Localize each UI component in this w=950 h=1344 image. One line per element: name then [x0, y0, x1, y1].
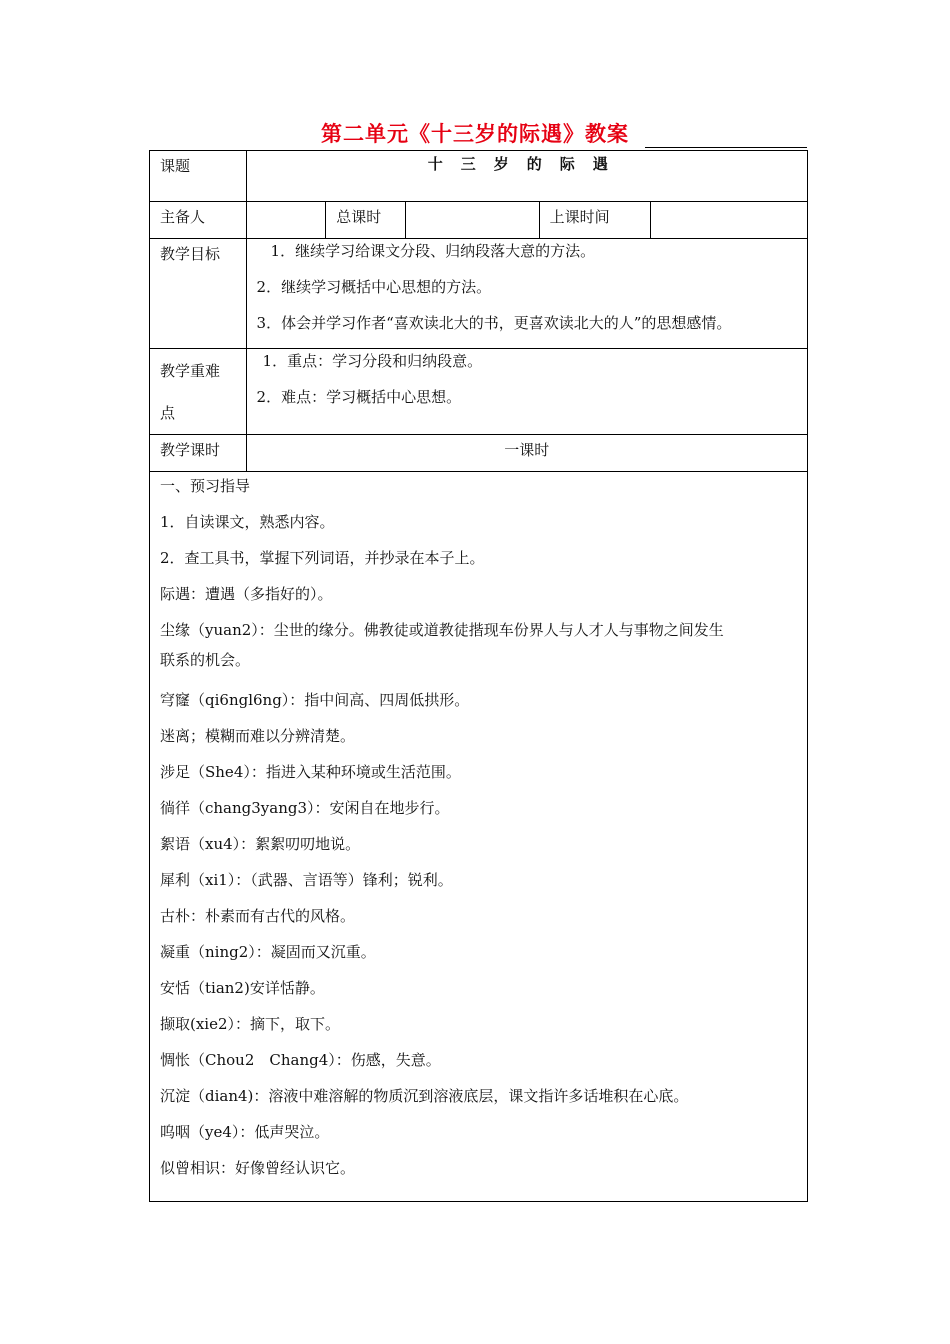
lesson-label: 课题 [150, 151, 247, 202]
goals-content [246, 239, 807, 349]
document-title: 第二单元《十三岁的际遇》教案 [321, 122, 629, 146]
difficulty-label-line1: 教学重难 [160, 362, 221, 380]
vocab-entry: 涉足（She4）：指进入某种环境或生活范围。 [160, 763, 461, 781]
goals-label: 教学目标 [150, 239, 247, 349]
difficulty-label [150, 349, 247, 435]
total-hours-value [405, 202, 539, 239]
row-goals [150, 239, 808, 349]
row-content [150, 472, 808, 1202]
vocab-entry: 沉淀（dian4)：溶液中难溶解的物质沉到溶液底层，课文指许多话堆积在心底。 [160, 1087, 689, 1105]
preparer-value [246, 202, 326, 239]
goal-item: 1．继续学习给课文分段、归纳段落大意的方法。 [270, 242, 596, 260]
vocab-entry: 絮语（xu4）：絮絮叨叨地说。 [160, 835, 361, 853]
total-hours-label: 总课时 [326, 202, 406, 239]
vocab-entry: 呜咽（ye4）：低声哭泣。 [160, 1123, 330, 1141]
hours-label: 教学课时 [150, 435, 247, 472]
preview-content [150, 472, 808, 1202]
vocab-entry: 安恬（tian2)安详恬静。 [160, 979, 325, 997]
vocab-entry: 际遇：遭遇（多指好的）。 [160, 585, 333, 603]
goal-item: 3．体会并学习作者“喜欢读北大的书，更喜欢读北大的人”的思想感情。 [256, 314, 732, 332]
content-line: 2．查工具书，掌握下列词语，并抄录在本子上。 [160, 549, 485, 567]
class-time-label: 上课时间 [539, 202, 650, 239]
difficulty-label-line2: 点 [160, 404, 176, 422]
vocab-entry: 徜徉（chang3yang3）：安闲自在地步行。 [160, 799, 450, 817]
vocab-entry-continued: 联系的机会。 [160, 651, 251, 669]
difficulty-item: 1．重点：学习分段和归纳段意。 [262, 352, 483, 370]
vocab-entry: 古朴：朴素而有古代的风格。 [160, 907, 356, 925]
lesson-plan-table [149, 150, 808, 1202]
vocab-entry: 犀利（xi1）：（武器、言语等）锋利；锐利。 [160, 871, 453, 889]
lesson-title: 十三岁的际遇 [246, 151, 807, 202]
row-hours [150, 435, 808, 472]
difficulty-content [246, 349, 807, 435]
class-time-value [650, 202, 807, 239]
vocab-entry: 凝重（ning2）：凝固而又沉重。 [160, 943, 376, 961]
vocab-entry: 撷取(xie2）：摘下，取下。 [160, 1015, 341, 1033]
preparer-label: 主备人 [150, 202, 247, 239]
row-meta [150, 202, 808, 239]
difficulty-item: 2．难点：学习概括中心思想。 [256, 388, 462, 406]
row-difficulty [150, 349, 808, 435]
content-line: 1．自读课文，熟悉内容。 [160, 513, 335, 531]
vocab-entry: 尘缘（yuan2）：尘世的缘分。佛教徒或道教徒揩现车份界人与人才人与事物之间发生 [160, 621, 724, 639]
goal-item: 2．继续学习概括中心思想的方法。 [256, 278, 492, 296]
vocab-entry: 穹窿（qi6ngl6ng）：指中间高、四周低拱形。 [160, 691, 470, 709]
title-underline [645, 147, 807, 148]
row-lesson-title [150, 151, 808, 202]
hours-value: 一课时 [246, 435, 807, 472]
vocab-entry: 惆怅（Chou2 Chang4）：伤感，失意。 [160, 1051, 441, 1069]
vocab-entry: 迷离；模糊而难以分辨清楚。 [160, 727, 356, 745]
vocab-entry: 似曾相识：好像曾经认识它。 [160, 1159, 356, 1177]
content-heading: 一、预习指导 [160, 477, 251, 495]
